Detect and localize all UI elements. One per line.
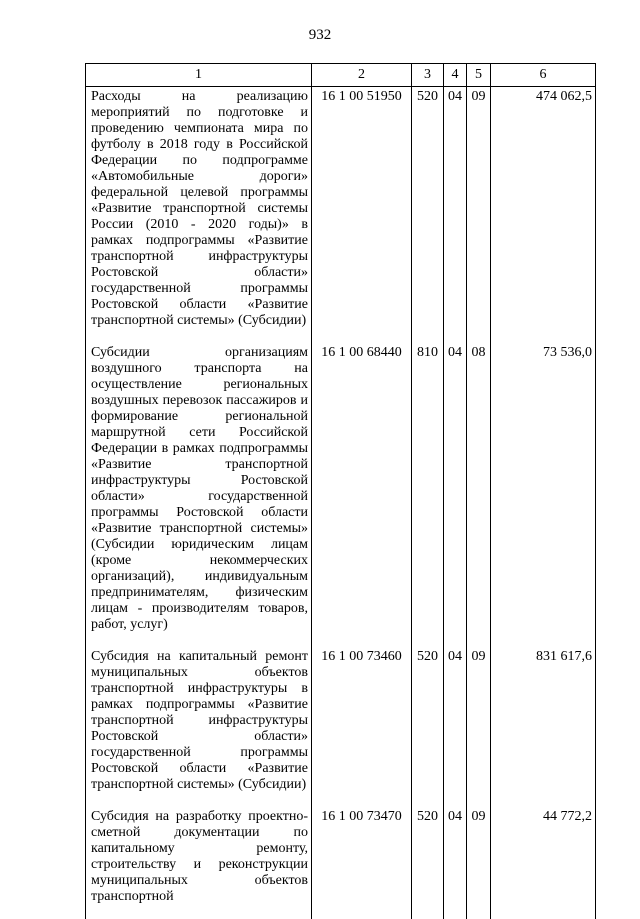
row-col5: 09 (467, 807, 491, 919)
row-col3: 810 (412, 343, 444, 647)
row-col5: 08 (467, 343, 491, 647)
table-row (86, 647, 596, 807)
budget-table (85, 63, 596, 919)
table-row (86, 343, 596, 647)
row-col3: 520 (412, 647, 444, 807)
row-code: 16 1 00 73470 (312, 807, 412, 919)
row-col3: 520 (412, 807, 444, 919)
row-amount: 73 536,0 (491, 343, 596, 647)
row-name: Субсидия на капитальный ремонт муниципальных объектов транспортной инфраструктуры в рамках подпрограммы «Развитие транспортной инфраструктуры Ростовской области» государственной программы Ростовской области «Развитие транспортной системы» (Субсидии) (86, 647, 312, 807)
row-col3: 520 (412, 87, 444, 344)
column-header-1: 1 (86, 64, 312, 87)
column-header-6: 6 (491, 64, 596, 87)
page-number: 932 (308, 27, 332, 43)
row-name: Субсидия на разработку проектно-сметной документации по капитальному ремонту, строительству и реконструкции муниципальных объектов транспортной (86, 807, 312, 919)
row-col4: 04 (444, 87, 467, 344)
row-col5: 09 (467, 87, 491, 344)
row-amount: 474 062,5 (491, 87, 596, 344)
column-header-2: 2 (312, 64, 412, 87)
row-code: 16 1 00 73460 (312, 647, 412, 807)
row-name: Расходы на реализацию мероприятий по подготовке и проведению чемпионата мира по футболу в 2018 году в Российской Федерации по подпрограмме «Автомобильные дороги» федеральной целевой программы «Развитие транспортной системы России (2010 - 2020 годы)» в рамках подпрограммы «Развитие транспортной инфраструктуры Ростовской области» государственной программы Ростовской области «Развитие транспортной системы» (Субсидии) (86, 87, 312, 344)
row-amount: 831 617,6 (491, 647, 596, 807)
row-col4: 04 (444, 647, 467, 807)
row-code: 16 1 00 68440 (312, 343, 412, 647)
column-header-5: 5 (467, 64, 491, 87)
row-col4: 04 (444, 807, 467, 919)
row-code: 16 1 00 51950 (312, 87, 412, 344)
table-header-row (86, 64, 596, 87)
row-amount: 44 772,2 (491, 807, 596, 919)
column-header-3: 3 (412, 64, 444, 87)
row-name: Субсидии организациям воздушного транспорта на осуществление региональных воздушных перевозок пассажиров и формирование региональной маршрутной сети Российской Федерации в рамках подпрограммы «Развитие транспортной инфраструктуры Ростовской области» государственной программы Ростовской области «Развитие транспортной системы» (Субсидии юридическим лицам (кроме некоммерческих организаций), индивидуальным предпринимателям, физическим лицам - производителям товаров, работ, услуг) (86, 343, 312, 647)
column-header-4: 4 (444, 64, 467, 87)
row-col5: 09 (467, 647, 491, 807)
row-col4: 04 (444, 343, 467, 647)
table-row (86, 87, 596, 344)
table-row (86, 807, 596, 919)
